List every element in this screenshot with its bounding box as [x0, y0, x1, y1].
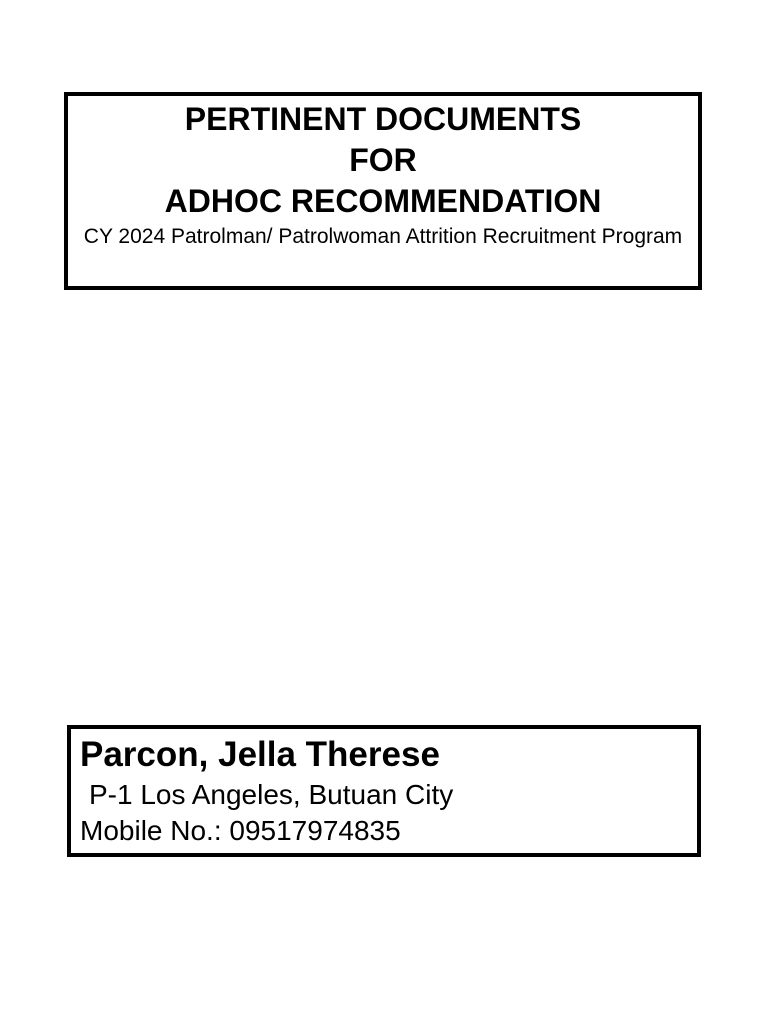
applicant-mobile: Mobile No.: 09517974835 [80, 815, 401, 846]
program-subtitle: CY 2024 Patrolman/ Patrolwoman Attrition Recruitment Program [83, 225, 683, 248]
title-line-2: FOR [349, 142, 417, 178]
applicant-name: Parcon, Jella Therese [80, 735, 440, 774]
title-line-3: ADHOC RECOMMENDATION [164, 183, 602, 219]
document-title-box [64, 92, 702, 290]
applicant-address: P-1 Los Angeles, Butuan City [89, 779, 454, 810]
title-line-1: PERTINENT DOCUMENTS [184, 101, 582, 137]
applicant-info-box [67, 725, 701, 857]
